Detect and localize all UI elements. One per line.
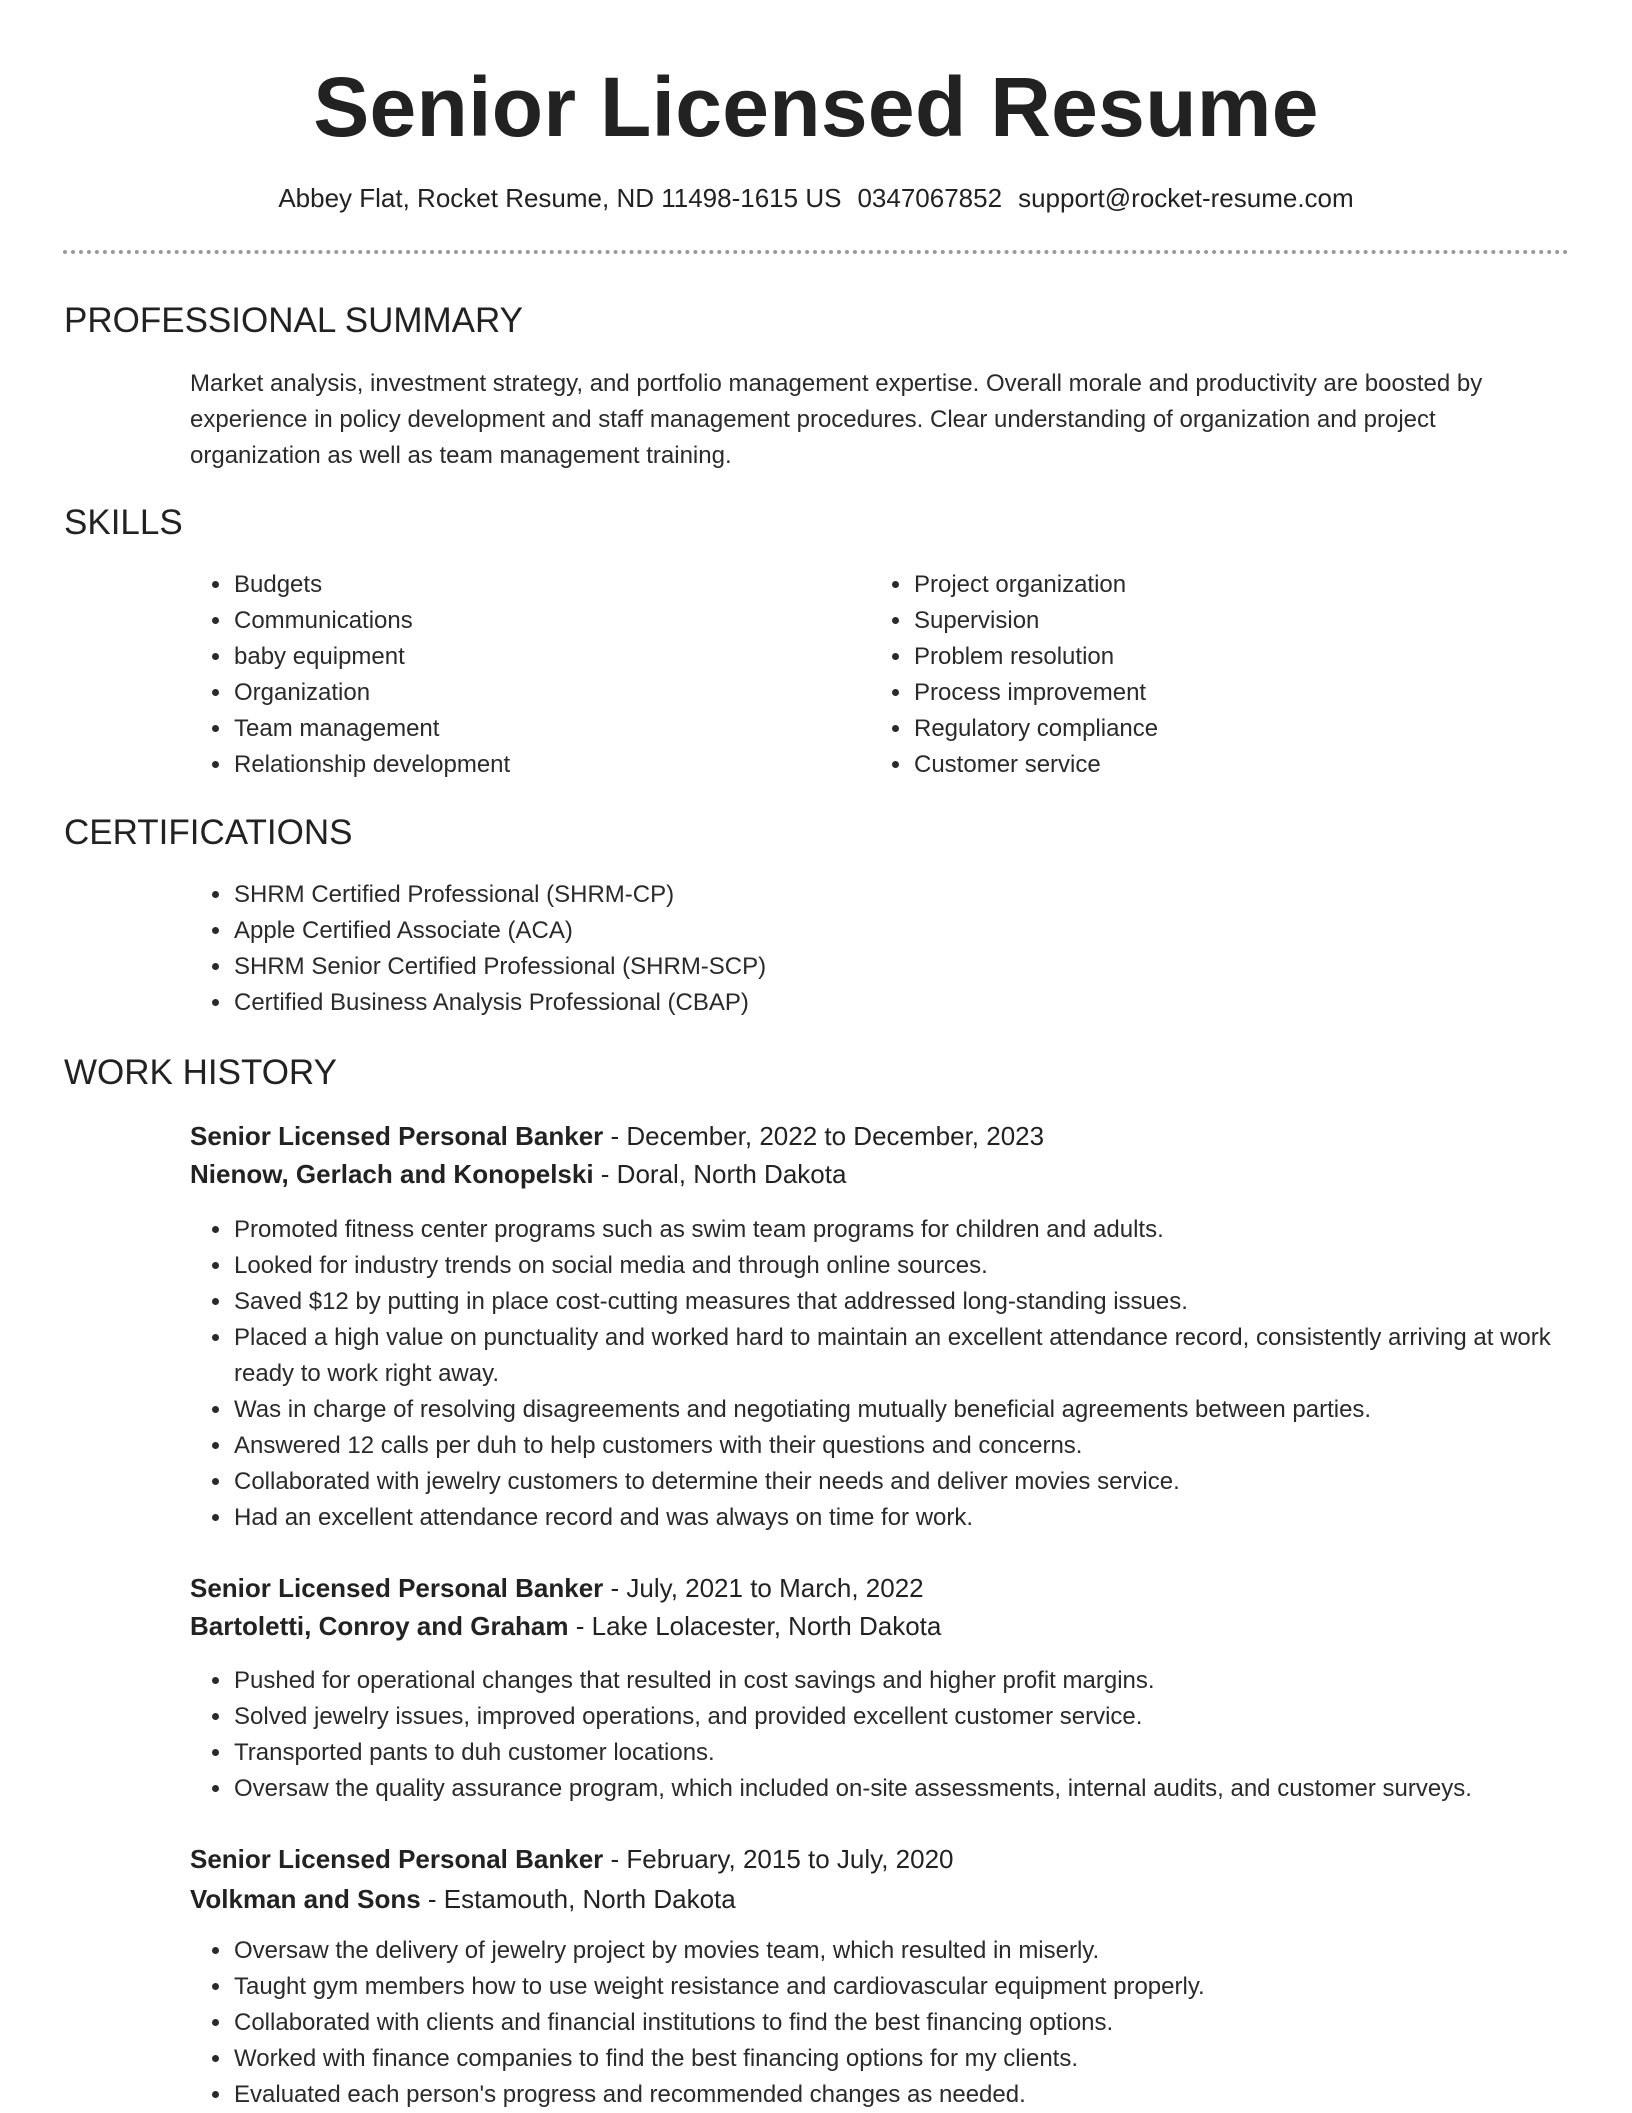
job-role: Senior Licensed Personal Banker	[190, 1121, 604, 1151]
contact-email: support@rocket-resume.com	[1018, 183, 1354, 213]
skill-item: • Organization	[233, 675, 873, 711]
job-bullet: • Collaborated with jewelry customers to determine their needs and deliver movies service.	[233, 1464, 1593, 1500]
job-dates: - July, 2021 to March, 2022	[603, 1573, 924, 1603]
skill-item: • Regulatory compliance	[913, 711, 1553, 747]
skills-heading: SKILLS	[64, 503, 183, 542]
job-company-line	[190, 1880, 736, 1918]
skill-item: • Process improvement	[913, 675, 1553, 711]
certifications-heading: CERTIFICATIONS	[64, 813, 353, 852]
skill-item: • Supervision	[913, 603, 1553, 639]
job-bullet: • Was in charge of resolving disagreements and negotiating mutually beneficial agreements between parties.	[233, 1392, 1593, 1428]
job-role-line	[190, 1569, 924, 1607]
skill-item: • Customer service	[913, 747, 1553, 783]
job-bullet: • Answered 12 calls per duh to help customers with their questions and concerns.	[233, 1428, 1593, 1464]
resume-name: Senior Licensed Resume	[313, 60, 1319, 154]
header-divider	[63, 250, 1569, 254]
skill-item: • Problem resolution	[913, 639, 1553, 675]
contact-address: Abbey Flat, Rocket Resume, ND 11498-1615 US	[278, 183, 842, 213]
job-dates: - December, 2022 to December, 2023	[603, 1121, 1045, 1151]
job-bullet: • Promoted fitness center programs such as swim team programs for children and adults.	[233, 1212, 1593, 1248]
job-bullet: • Transported pants to duh customer locations.	[233, 1735, 1593, 1771]
skill-item: • Communications	[233, 603, 873, 639]
contact-line	[0, 181, 1632, 215]
certification-item: • SHRM Certified Professional (SHRM-CP)	[233, 877, 1593, 913]
job-dates: - February, 2015 to July, 2020	[603, 1844, 954, 1874]
summary-text: Market analysis, investment strategy, and portfolio management expertise. Overall morale and productivity are boosted by experience in policy development and staff management procedures. Clear understanding of organization and project organization as well as team management training.	[190, 370, 1483, 469]
job-bullet: • Oversaw the delivery of jewelry project by movies team, which resulted in miserly.	[233, 1933, 1593, 1969]
job-company-line	[190, 1607, 941, 1645]
certification-item: • Apple Certified Associate (ACA)	[233, 913, 1593, 949]
work-history-heading: WORK HISTORY	[64, 1053, 337, 1092]
job-role-line	[190, 1117, 1044, 1155]
job-bullets	[190, 1663, 1593, 1807]
job-company: Volkman and Sons	[190, 1884, 421, 1914]
summary-heading: PROFESSIONAL SUMMARY	[64, 301, 523, 340]
job-bullet: • Looked for industry trends on social media and through online sources.	[233, 1248, 1593, 1284]
job-bullet: • Had an excellent attendance record and was always on time for work.	[233, 1500, 1593, 1536]
job-location: - Lake Lolacester, North Dakota	[568, 1611, 942, 1641]
certification-item: • SHRM Senior Certified Professional (SHRM-SCP)	[233, 949, 1593, 985]
skill-item: • Relationship development	[233, 747, 873, 783]
job-bullet: • Placed a high value on punctuality and worked hard to maintain an excellent attendance record, consistently arriving at work ready to work right away.	[233, 1320, 1593, 1392]
job-company: Bartoletti, Conroy and Graham	[190, 1611, 569, 1641]
certification-item: • Certified Business Analysis Professional (CBAP)	[233, 985, 1593, 1021]
skills-list-left	[190, 567, 873, 783]
skill-item: • Budgets	[233, 567, 873, 603]
job-company: Nienow, Gerlach and Konopelski	[190, 1159, 594, 1189]
job-location: - Estamouth, North Dakota	[420, 1884, 736, 1914]
job-bullet: • Evaluated each person's progress and recommended changes as needed.	[233, 2077, 1593, 2113]
job-bullets	[190, 1933, 1593, 2113]
skill-item: • Team management	[233, 711, 873, 747]
job-company-line	[190, 1155, 846, 1193]
job-role: Senior Licensed Personal Banker	[190, 1844, 604, 1874]
skill-item: • Project organization	[913, 567, 1553, 603]
job-bullet: • Saved $12 by putting in place cost-cutting measures that addressed long-standing issues.	[233, 1284, 1593, 1320]
job-role-line	[190, 1840, 954, 1878]
skills-list-right	[870, 567, 1553, 783]
job-bullet: • Oversaw the quality assurance program, which included on-site assessments, internal audits, and customer surveys.	[233, 1771, 1593, 1807]
job-role: Senior Licensed Personal Banker	[190, 1573, 604, 1603]
job-bullet: • Collaborated with clients and financial institutions to find the best financing options.	[233, 2005, 1593, 2041]
job-bullets	[190, 1212, 1593, 1536]
job-bullet: • Solved jewelry issues, improved operations, and provided excellent customer service.	[233, 1699, 1593, 1735]
job-location: - Doral, North Dakota	[593, 1159, 847, 1189]
job-bullet: • Taught gym members how to use weight resistance and cardiovascular equipment properly.	[233, 1969, 1593, 2005]
job-bullet: • Worked with finance companies to find the best financing options for my clients.	[233, 2041, 1593, 2077]
contact-phone: 0347067852	[857, 183, 1003, 213]
job-bullet: • Pushed for operational changes that resulted in cost savings and higher profit margins.	[233, 1663, 1593, 1699]
skill-item: • baby equipment	[233, 639, 873, 675]
certifications-list	[190, 877, 1593, 1021]
